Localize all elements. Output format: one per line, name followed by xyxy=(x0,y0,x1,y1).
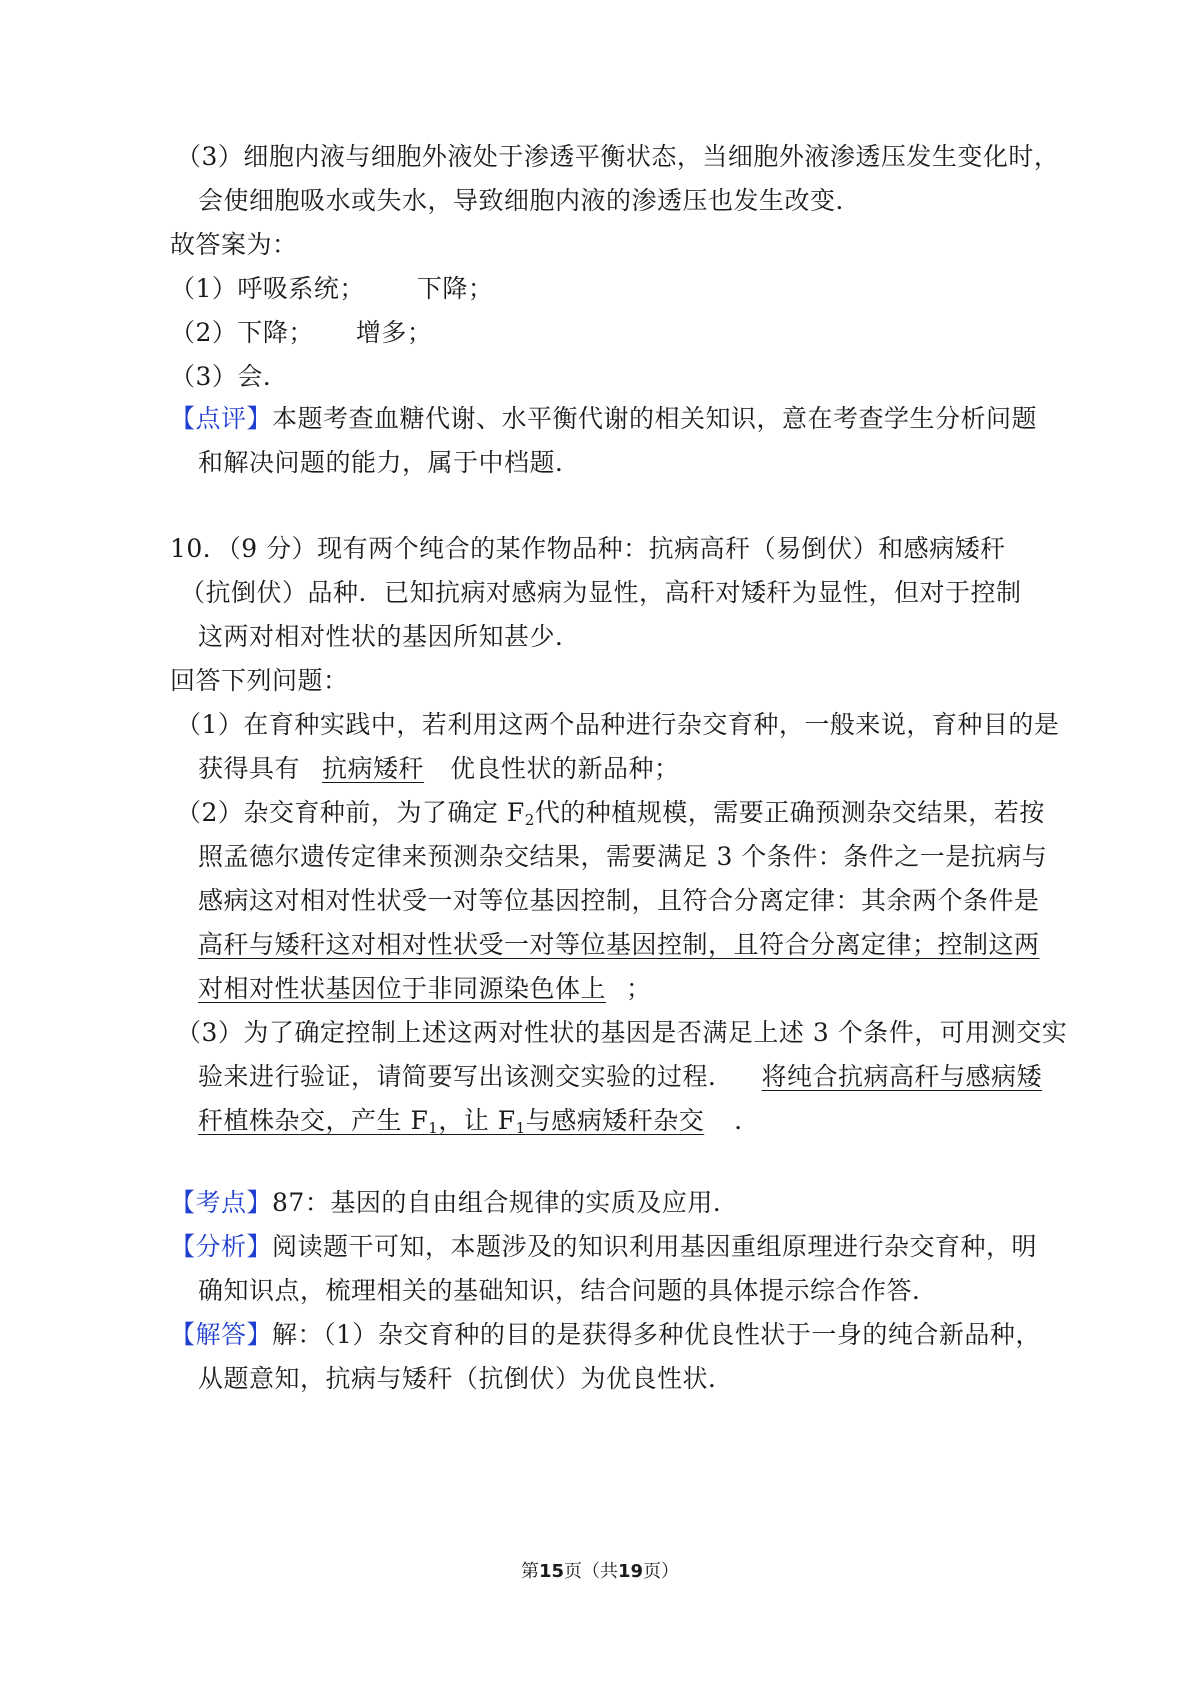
footer-page-number: 15 xyxy=(538,1561,564,1582)
jieda-line1 xyxy=(170,1318,1041,1352)
fenxi-tag: 【分析】 xyxy=(170,1232,273,1261)
q10-s3-answer-1-text: 将纯合抗病高秆与感病矮 xyxy=(761,1062,1043,1091)
part3-line2: 会使细胞吸水或失水，导致细胞内液的渗透压也发生改变． xyxy=(198,186,862,215)
footer-total-pages: 19 xyxy=(618,1561,644,1582)
q10-s3-line3 xyxy=(198,1104,760,1138)
q10-line2: （抗倒伏）品种．已知抗病对感病为显性，高秆对矮秆为显性，但对于控制 xyxy=(180,578,1022,607)
part3-line1: （3）细胞内液与细胞外液处于渗透平衡状态，当细胞外液渗透压发生变化时， xyxy=(176,142,1060,171)
jieda-text-1: 解：（1）杂交育种的目的是获得多种优良性状于一身的纯合新品种， xyxy=(272,1320,1041,1349)
q10-s2-answer-2 xyxy=(198,974,626,1003)
comment-line1 xyxy=(170,402,1037,436)
answer-2-label: （2）下降； xyxy=(170,318,314,347)
q10-line3: 这两对相对性状的基因所知甚少． xyxy=(198,622,581,651)
q10-s2-sub: 2 xyxy=(524,811,535,829)
footer-post: 页） xyxy=(643,1561,680,1582)
comment-tag: 【点评】 xyxy=(170,404,273,433)
fenxi-line2: 确知识点，梳理相关的基础知识，结合问题的具体提示综合作答． xyxy=(198,1276,938,1305)
answer-1 xyxy=(170,272,493,306)
page-footer xyxy=(0,1559,1200,1585)
answer-2 xyxy=(170,316,432,350)
q10-s1-line2 xyxy=(198,752,680,786)
q10-s3-ans-b: ，让 F xyxy=(438,1106,516,1135)
answer-3: （3）会． xyxy=(170,362,289,391)
q10-s2-end: ； xyxy=(626,974,652,1003)
q10-s1-post: 优良性状的新品种； xyxy=(450,754,680,783)
q10-s1-pre: 获得具有 xyxy=(198,754,301,783)
jieda-line2: 从题意知，抗病与矮秆（抗倒伏）为优良性状． xyxy=(198,1364,734,1393)
q10-s3-sub1: 1 xyxy=(428,1119,439,1137)
comment-text-1: 本题考查血糖代谢、水平衡代谢的相关知识，意在考查学生分析问题 xyxy=(272,404,1038,433)
q10-prompt: 回答下列问题： xyxy=(170,666,349,695)
q10-s3-answer-1 xyxy=(734,1062,1043,1091)
q10-s2-line2: 照孟德尔遗传定律来预测杂交结果，需要满足 3 个条件：条件之一是抗病与 xyxy=(198,842,1048,871)
q10-s2-answer-2-text: 对相对性状基因位于非同源染色体上 xyxy=(198,974,607,1003)
q10-s3-line1: （3）为了确定控制上述这两对性状的基因是否满足上述 3 个条件，可用测交实 xyxy=(176,1018,1068,1047)
q10-s2-line3: 感病这对相对性状受一对等位基因控制，且符合分离定律：其余两个条件是 xyxy=(198,886,1040,915)
q10-s1-answer xyxy=(300,754,450,783)
q10-s3-ans-c: 与感病矮秆杂交 xyxy=(525,1106,705,1135)
answer-1-b: 下降； xyxy=(416,274,494,303)
q10-s3-line2 xyxy=(198,1060,1042,1094)
q10-s1-answer-text: 抗病矮秆 xyxy=(322,754,425,783)
answers-header: 故答案为： xyxy=(170,230,298,259)
q10-s3-end: ． xyxy=(734,1106,760,1135)
q10-s2-line1 xyxy=(176,796,1045,830)
q10-s3-answer-2 xyxy=(198,1106,734,1135)
kaodian-line xyxy=(170,1186,738,1220)
comment-line2: 和解决问题的能力，属于中档题． xyxy=(198,448,581,477)
fenxi-line1 xyxy=(170,1230,1037,1264)
q10-s1-line1: （1）在育种实践中，若利用这两个品种进行杂交育种，一般来说，育种目的是 xyxy=(176,710,1060,739)
footer-mid: 页（共 xyxy=(564,1561,618,1582)
kaodian-tag: 【考点】 xyxy=(170,1188,273,1217)
footer-pre: 第 xyxy=(520,1561,539,1582)
answer-2-b: 增多； xyxy=(355,318,433,347)
q10-s3-pre: 验来进行验证，请简要写出该测交实验的过程． xyxy=(198,1062,734,1091)
fenxi-text-1: 阅读题干可知，本题涉及的知识利用基因重组原理进行杂交育种，明 xyxy=(272,1232,1038,1261)
kaodian-text: 87：基因的自由组合规律的实质及应用． xyxy=(272,1188,739,1217)
q10-s2-line1-a: （2）杂交育种前，为了确定 F xyxy=(176,798,525,827)
q10-s2-answer-line1: 高秆与矮秆这对相对性状受一对等位基因控制，且符合分离定律；控制这两 xyxy=(198,930,1040,959)
q10-s3-ans-a: 秆植株杂交，产生 F xyxy=(198,1106,429,1135)
q10-s2-line1-b: 代的种植规模，需要正确预测杂交结果，若按 xyxy=(534,798,1045,827)
q10-s3-sub2: 1 xyxy=(515,1119,526,1137)
q10-s2-answer-line2 xyxy=(198,972,652,1006)
q10-line1: 10．（9 分）现有两个纯合的某作物品种：抗病高秆（易倒伏）和感病矮秆 xyxy=(170,534,1006,563)
answer-1-label: （1）呼吸系统； xyxy=(170,274,365,303)
jieda-tag: 【解答】 xyxy=(170,1320,273,1349)
